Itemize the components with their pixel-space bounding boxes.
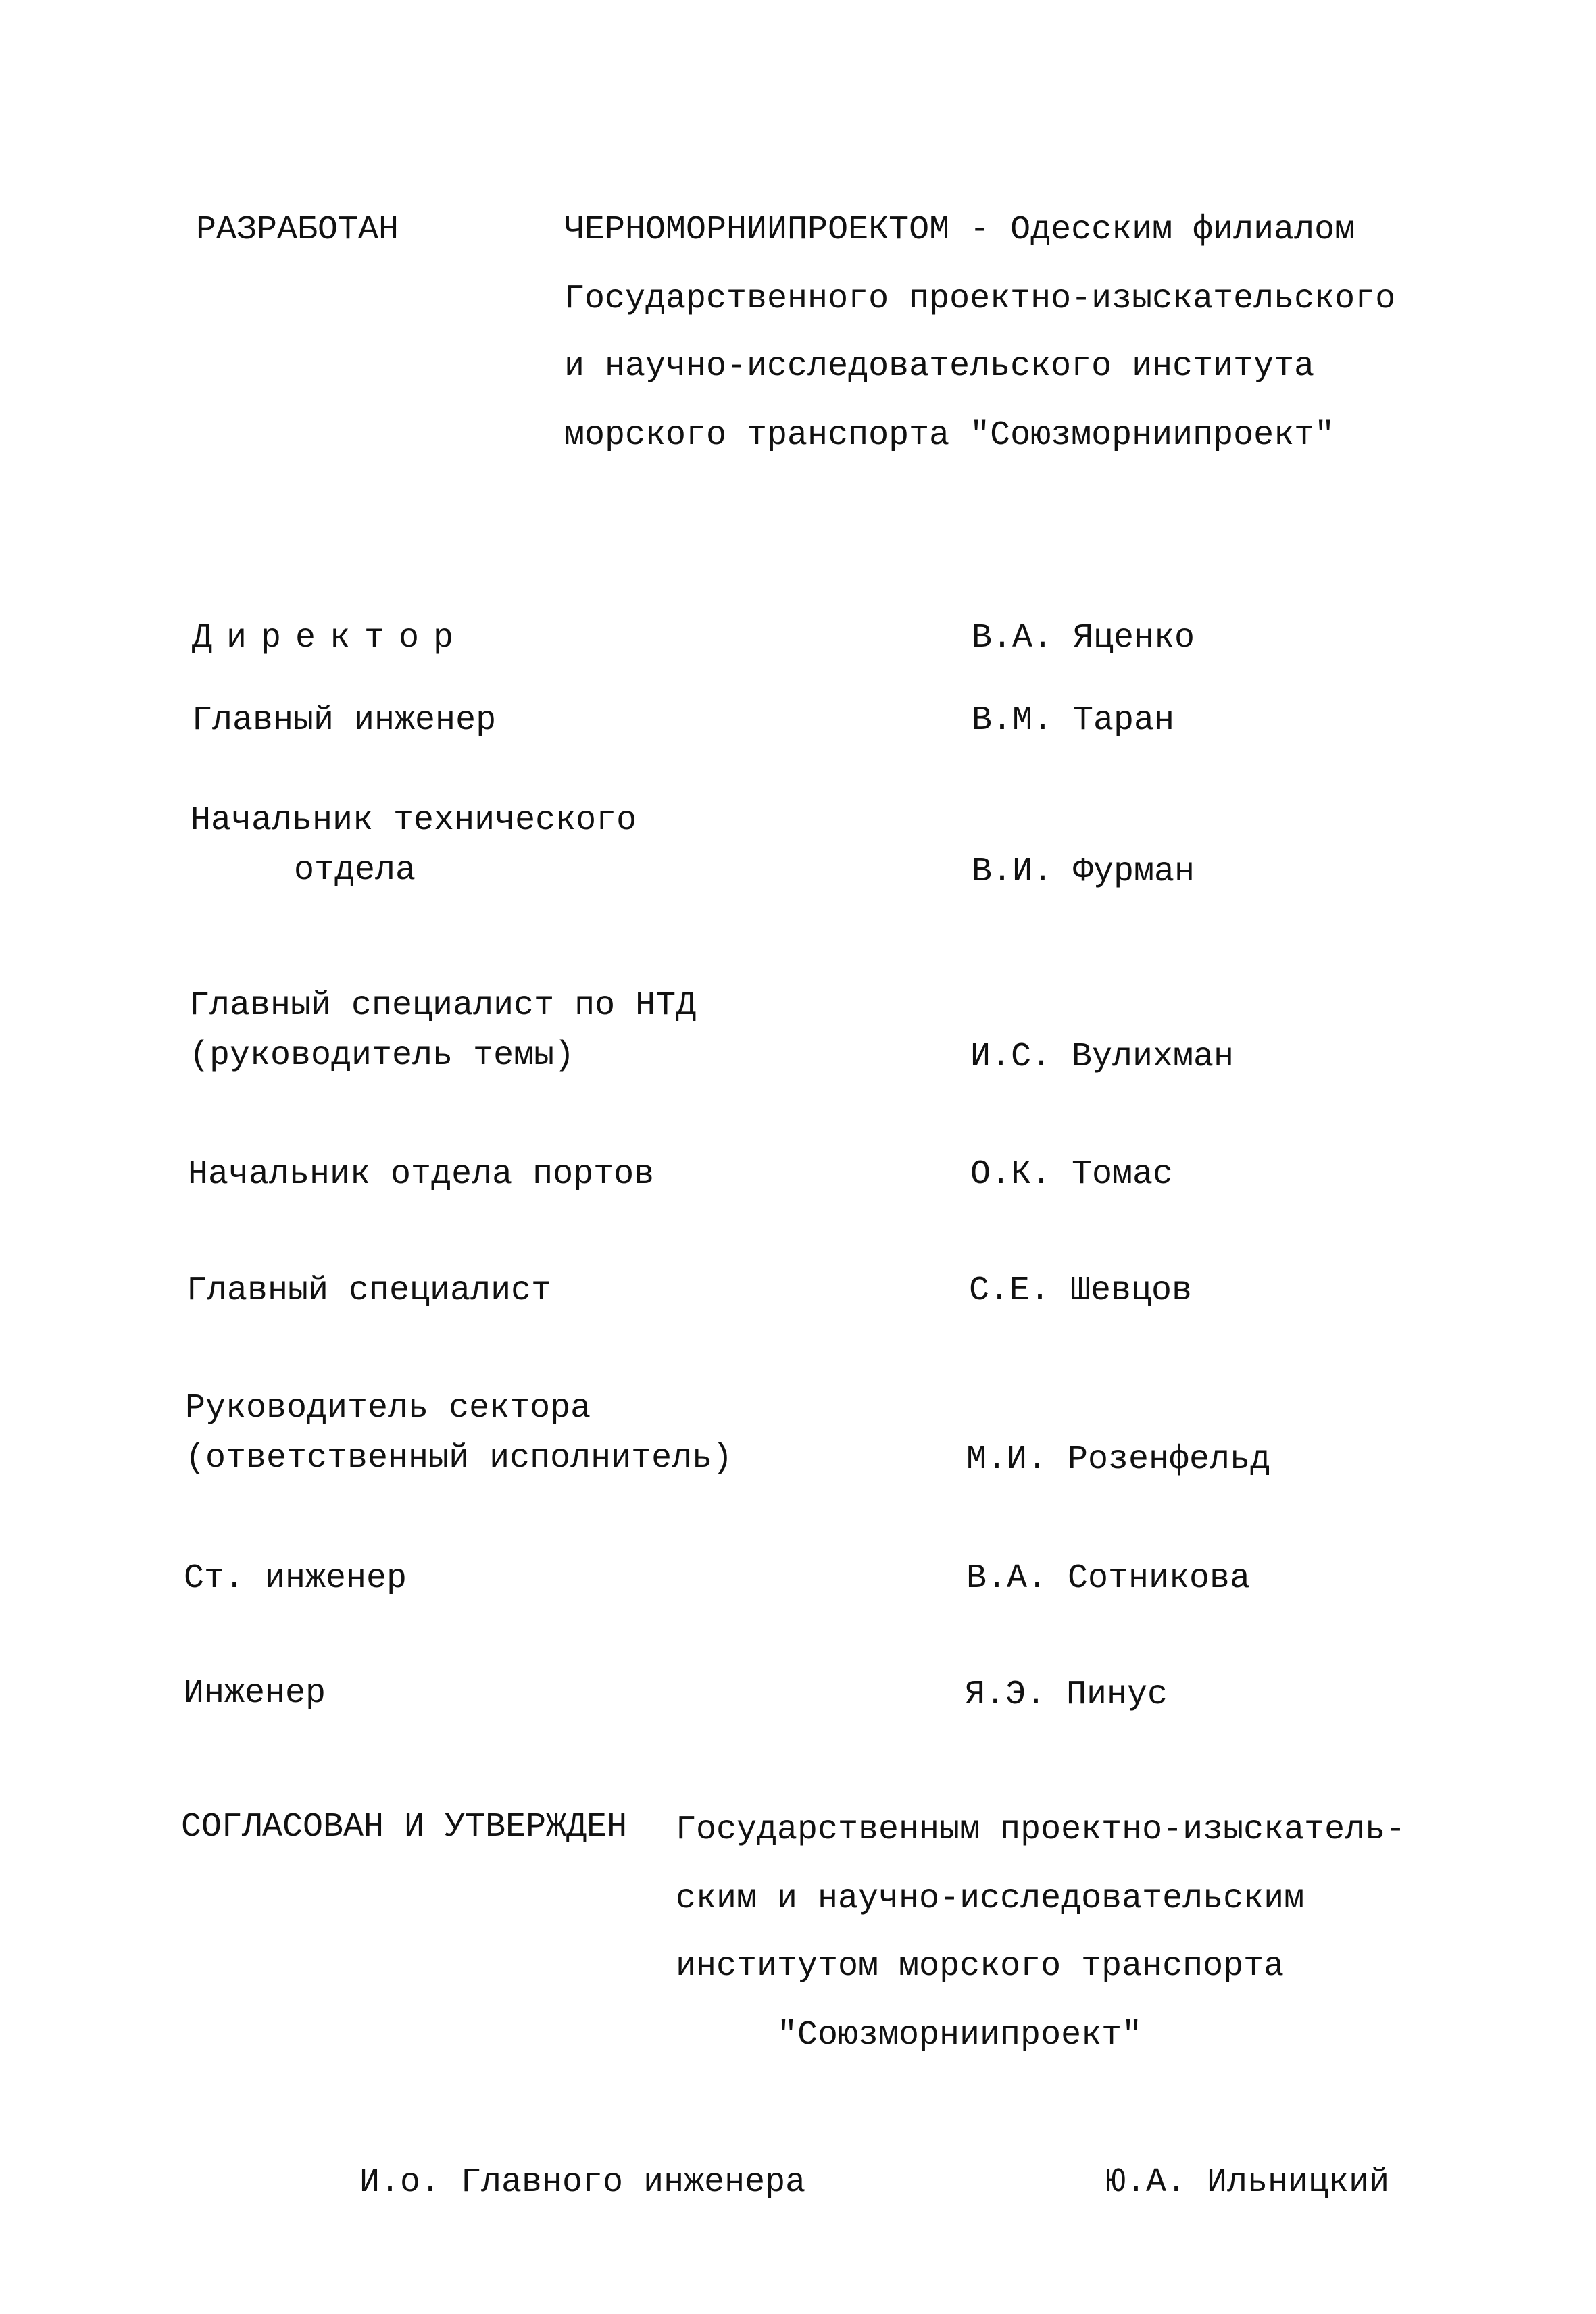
- approved-line-3: институтом морского транспорта: [676, 1947, 1285, 1986]
- staff-name-chief-engineer: В.М. Таран: [972, 701, 1175, 740]
- approved-line-4: "Союзморниипроект": [777, 2016, 1143, 2055]
- developed-line-3: и научно-исследовательского института: [564, 347, 1315, 386]
- staff-title-ntd-specialist-line-2: (руководитель темы): [189, 1036, 575, 1075]
- staff-title-sector-head-line-2: (ответственный исполнитель): [185, 1439, 733, 1478]
- signatory-name: Ю.А. Ильницкий: [1105, 2163, 1390, 2202]
- staff-name-ntd-specialist: И.С. Вулихман: [970, 1038, 1235, 1076]
- approved-label: СОГЛАСОВАН И УТВЕРЖДЕН: [181, 1808, 628, 1846]
- staff-title-tech-dept-head-line-1: Начальник технического: [191, 801, 637, 840]
- approved-line-1: Государственным проектно-изыскатель-: [676, 1811, 1406, 1849]
- staff-title-chief-specialist: Главный специалист: [186, 1272, 552, 1310]
- staff-title-ports-dept-head: Начальник отдела портов: [188, 1155, 655, 1194]
- developed-line-2: Государственного проектно-изыскательского: [564, 280, 1396, 318]
- staff-title-sector-head-line-1: Руководитель сектора: [185, 1389, 591, 1428]
- staff-name-tech-dept-head: В.И. Фурман: [972, 853, 1195, 891]
- staff-title-tech-dept-head-line-2: отдела: [294, 851, 416, 890]
- signatory-title: И.о. Главного инженера: [359, 2163, 806, 2202]
- staff-title-senior-engineer: Ст. инженер: [184, 1559, 407, 1598]
- developed-line-4: морского транспорта "Союзморниипроект": [564, 416, 1335, 455]
- staff-title-engineer: Инженер: [184, 1674, 326, 1713]
- staff-name-director: В.А. Яценко: [972, 619, 1195, 657]
- developed-label: РАЗРАБОТАН: [196, 211, 399, 249]
- staff-title-chief-engineer: Главный инженер: [192, 701, 497, 740]
- staff-name-engineer: Я.Э. Пинус: [965, 1676, 1168, 1714]
- approved-line-2: ским и научно-исследовательским: [676, 1880, 1305, 1918]
- staff-name-chief-specialist: С.Е. Шевцов: [969, 1272, 1193, 1310]
- staff-name-ports-dept-head: О.К. Томас: [970, 1155, 1174, 1194]
- staff-name-senior-engineer: В.А. Сотникова: [966, 1559, 1251, 1598]
- developed-line-1: ЧЕРНОМОРНИИПРОЕКТОМ - Одесским филиалом: [564, 211, 1355, 249]
- staff-title-director: Директор: [192, 619, 468, 657]
- staff-title-ntd-specialist-line-1: Главный специалист по НТД: [189, 986, 697, 1025]
- staff-name-sector-head: М.И. Розенфельд: [966, 1440, 1271, 1479]
